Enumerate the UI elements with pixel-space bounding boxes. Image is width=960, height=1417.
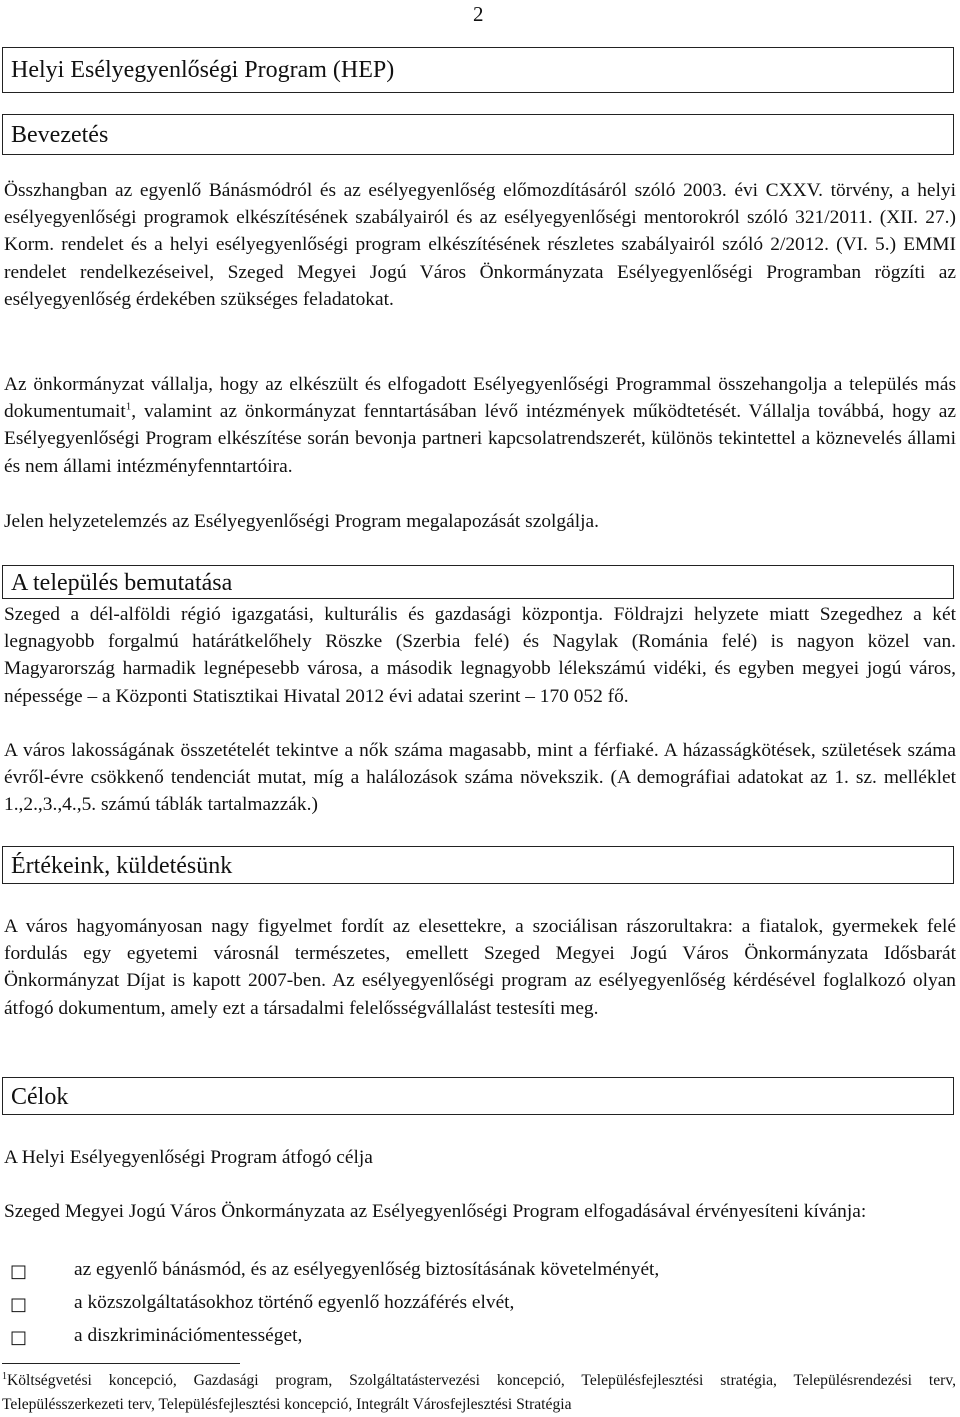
paragraph-commitment-text-a: Az önkormányzat vállalja, hogy az elkészült és elfogadott Esélyegyenlőségi Programmal összehangolja a település más dokumentumait [4, 374, 956, 423]
footnote [2, 1369, 956, 1417]
goal-bullet-list [4, 1256, 944, 1355]
checkbox-bullet-icon: □ [10, 1261, 28, 1282]
footnote-text: Költségvetési koncepció, Gazdasági program, Szolgáltatástervezési koncepció, Településfejlesztési stratégia, Településrendezési terv, Településszerkezeti terv, Településfejlesztési koncepció, Integrált Városfejlesztési Stratégia [2, 1372, 956, 1413]
heading-bevezetes: Bevezetés [2, 114, 954, 155]
footnote-marker: 1 [2, 1370, 7, 1382]
subtitle-overall-goal: A Helyi Esélyegyenlőségi Program átfogó célja [4, 1147, 373, 1168]
list-item [4, 1289, 944, 1322]
paragraph-intro [4, 177, 956, 313]
paragraph-commitment-text-b: , valamint az önkormányzat fenntartásában lévő intézmények működtetését. Vállalja továbbá, hogy az Esélyegyenlőségi Program elkészítése során bevonja partneri kapcsolatrendszerét, különös tekintettel a köznevelés állami és nem állami intézményfenntartóira. [4, 401, 956, 477]
paragraph-demography-text: A város lakosságának összetételét tekintve a nők száma magasabb, mint a férfiaké. A házasságkötések, születések száma évről-évre csökkenő tendenciát mutat, míg a halálozások száma növekszik. (A demográfiai adatokat az 1. sz. melléklet 1.,2.,3.,4.,5. számú táblák tartalmazzák.) [4, 740, 956, 816]
list-item [4, 1256, 944, 1289]
heading-ertekeink: Értékeink, küldetésünk [2, 846, 954, 884]
paragraph-szeged-location-text: Szeged a dél-alföldi régió igazgatási, kulturális és gazdasági központja. Földrajzi helyzete miatt Szegedhez a két legnagyobb forgalmú határátkelőhely Röszke (Szerbia felé) és Nagylak (Románia felé) is nagyon közel van. Magyarország harmadik legnépesebb városa, a második legnagyobb lélekszámú vidéki, és egyben megyei jogú város, népessége – a Központi Statisztikai Hivatal 2012 évi adatai szerint – 170 052 fő. [4, 604, 956, 707]
list-item-text: a diszkriminációmentességet, [74, 1325, 303, 1346]
paragraph-commitment [4, 371, 956, 480]
list-item [4, 1322, 944, 1355]
paragraph-situation [4, 508, 956, 535]
checkbox-bullet-icon: □ [10, 1327, 28, 1348]
paragraph-values-text: A város hagyományosan nagy figyelmet fordít az elesettekre, a szociálisan rászorultakra: a fiatalok, gyermekek felé fordulás egy egyetemi városnál természetes, emellett Szeged Megyei Jogú Város Önkormányzata Idősbarát Önkormányzat Díjat is kapott 2007-ben. Az esélyegyenlőségi program az esélyegyenlőség kérdésével foglalkozó olyan átfogó dokumentum, amely ezt a társadalmi felelősségvállalást testesíti meg. [4, 916, 956, 1019]
heading-celok: Célok [2, 1077, 954, 1115]
paragraph-szeged-location [4, 601, 956, 710]
heading-telepules: A település bemutatása [2, 565, 954, 599]
paragraph-demography [4, 737, 956, 819]
paragraph-goal-intro [4, 1198, 956, 1225]
document-title: Helyi Esélyegyenlőségi Program (HEP) [2, 47, 954, 93]
checkbox-bullet-icon: □ [10, 1294, 28, 1315]
footnote-reference[interactable]: 1 [125, 400, 132, 413]
paragraph-intro-text: Összhangban az egyenlő Bánásmódról és az esélyegyenlőség előmozdításáról szóló 2003. évi CXXV. törvény, a helyi esélyegyenlőségi programok elkészítésének szabályairól és az esélyegyenlőségi mentorokról szóló 321/2011. (XII. 27.) Korm. rendelet és a helyi esélyegyenlőségi program elkészítésének részletes szabályairól szóló 2/2012. (VI. 5.) EMMI rendelet rendelkezéseivel, Szeged Megyei Jogú Város Önkormányzata Esélyegyenlőségi Programban rögzíti az esélyegyenlőség érdekében szükséges feladatokat. [4, 180, 956, 310]
page-number: 2 [473, 2, 484, 26]
paragraph-values [4, 913, 956, 1022]
footnote-separator [2, 1363, 240, 1364]
list-item-text: az egyenlő bánásmód, és az esélyegyenlőség biztosításának követelményét, [74, 1259, 660, 1280]
paragraph-situation-text: Jelen helyzetelemzés az Esélyegyenlőségi Program megalapozását szolgálja. [4, 511, 599, 532]
list-item-text: a közszolgáltatásokhoz történő egyenlő hozzáférés elvét, [74, 1292, 515, 1313]
paragraph-goal-intro-text: Szeged Megyei Jogú Város Önkormányzata az Esélyegyenlőségi Program elfogadásával érvényesíteni kívánja: [4, 1201, 867, 1222]
